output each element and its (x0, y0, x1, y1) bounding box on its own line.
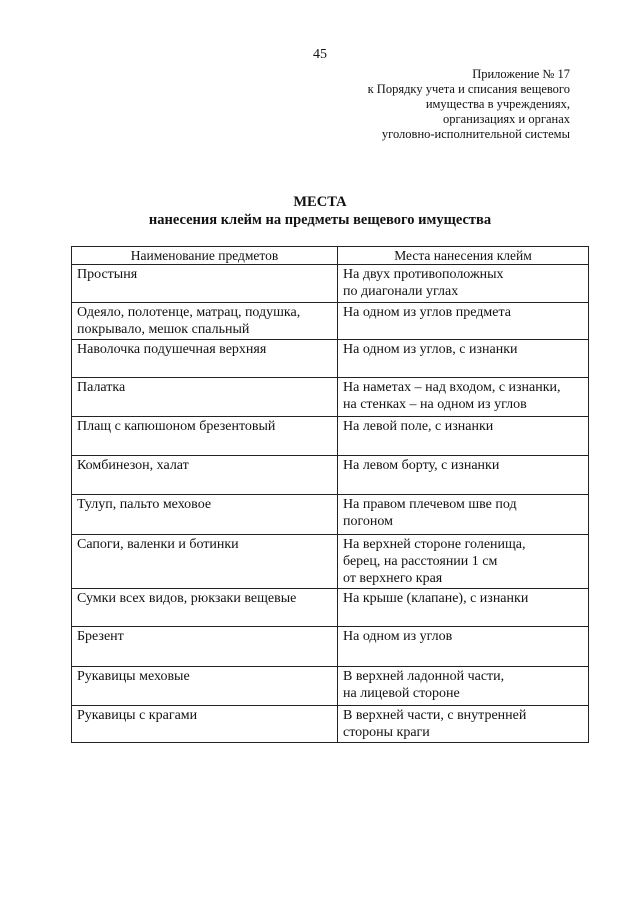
header-marking-place: Места нанесения клейм (338, 247, 589, 265)
cell-line: Простыня (77, 267, 138, 282)
appendix-line: имущества в учреждениях, (425, 97, 570, 111)
place-cell (338, 495, 589, 535)
cell-line: Палатка (77, 380, 126, 395)
cell-line: погоном (343, 514, 393, 529)
place-cell (338, 265, 589, 303)
cell-line: На правом плечевом шве под (343, 497, 517, 512)
table-row (72, 417, 589, 456)
cell-line: В верхней ладонной части, (343, 669, 505, 684)
item-cell (72, 417, 338, 456)
table-row (72, 265, 589, 303)
table-row (72, 340, 589, 378)
place-cell (338, 340, 589, 378)
item-cell (72, 627, 338, 667)
cell-line: берец, на расстоянии 1 см (343, 554, 498, 569)
cell-line: по диагонали углах (343, 284, 459, 299)
page-number: 45 (313, 47, 327, 62)
table-row (72, 667, 589, 706)
table-header-row (72, 247, 589, 265)
cell-line: Рукавицы меховые (77, 669, 190, 684)
cell-line: Одеяло, полотенце, матрац, подушка, (77, 305, 301, 320)
place-cell (338, 667, 589, 706)
cell-line: На двух противоположных (343, 267, 504, 282)
title-subtitle: нанесения клейм на предметы вещевого имущества (148, 212, 492, 228)
item-cell (72, 706, 338, 743)
appendix-reference (290, 67, 570, 142)
item-cell (72, 303, 338, 340)
cell-line: На левом борту, с изнанки (343, 458, 500, 473)
item-cell (72, 667, 338, 706)
cell-line: Сапоги, валенки и ботинки (77, 537, 239, 552)
cell-line: покрывало, мешок спальный (77, 322, 250, 337)
table-row (72, 456, 589, 495)
place-cell (338, 627, 589, 667)
document-title (0, 193, 640, 229)
place-cell (338, 456, 589, 495)
item-cell (72, 495, 338, 535)
item-cell (72, 456, 338, 495)
cell-line: На наметах – над входом, с изнанки, (343, 380, 561, 395)
cell-line: На одном из углов (343, 629, 453, 644)
cell-line: Тулуп, пальто меховое (77, 497, 212, 512)
cell-line: В верхней части, с внутренней (343, 708, 527, 723)
cell-line: стороны краги (343, 725, 430, 740)
place-cell (338, 303, 589, 340)
cell-line: На одном из углов, с изнанки (343, 342, 518, 357)
table-body (72, 265, 589, 743)
cell-line: на лицевой стороне (343, 686, 460, 701)
item-cell (72, 378, 338, 417)
place-cell (338, 535, 589, 589)
cell-line: Сумки всех видов, рюкзаки вещевые (77, 591, 297, 606)
appendix-line: организациях и органах (442, 112, 570, 126)
cell-line: На крыше (клапане), с изнанки (343, 591, 529, 606)
cell-line: от верхнего края (343, 571, 443, 586)
place-cell (338, 589, 589, 627)
appendix-line: к Порядку учета и списания вещевого (367, 82, 570, 96)
table-row (72, 303, 589, 340)
cell-line: Рукавицы с крагами (77, 708, 198, 723)
item-cell (72, 535, 338, 589)
cell-line: Наволочка подушечная верхняя (77, 342, 267, 357)
header-item-name: Наименование предметов (72, 247, 338, 265)
place-cell (338, 378, 589, 417)
table-row (72, 627, 589, 667)
table-row (72, 378, 589, 417)
cell-line: Комбинезон, халат (77, 458, 189, 473)
cell-line: на стенках – на одном из углов (343, 397, 527, 412)
table-row (72, 495, 589, 535)
table-row (72, 535, 589, 589)
cell-line: Плащ с капюшоном брезентовый (77, 419, 276, 434)
cell-line: На одном из углов предмета (343, 305, 511, 320)
appendix-line: Приложение № 17 (472, 67, 570, 81)
item-cell (72, 589, 338, 627)
table-row (72, 589, 589, 627)
cell-line: Брезент (77, 629, 124, 644)
marking-places-table (71, 246, 589, 743)
cell-line: На верхней стороне голенища, (343, 537, 526, 552)
place-cell (338, 706, 589, 743)
cell-line: На левой поле, с изнанки (343, 419, 494, 434)
title-main: МЕСТА (293, 194, 347, 210)
item-cell (72, 340, 338, 378)
appendix-line: уголовно-исполнительной системы (381, 127, 570, 141)
place-cell (338, 417, 589, 456)
table-row (72, 706, 589, 743)
item-cell (72, 265, 338, 303)
